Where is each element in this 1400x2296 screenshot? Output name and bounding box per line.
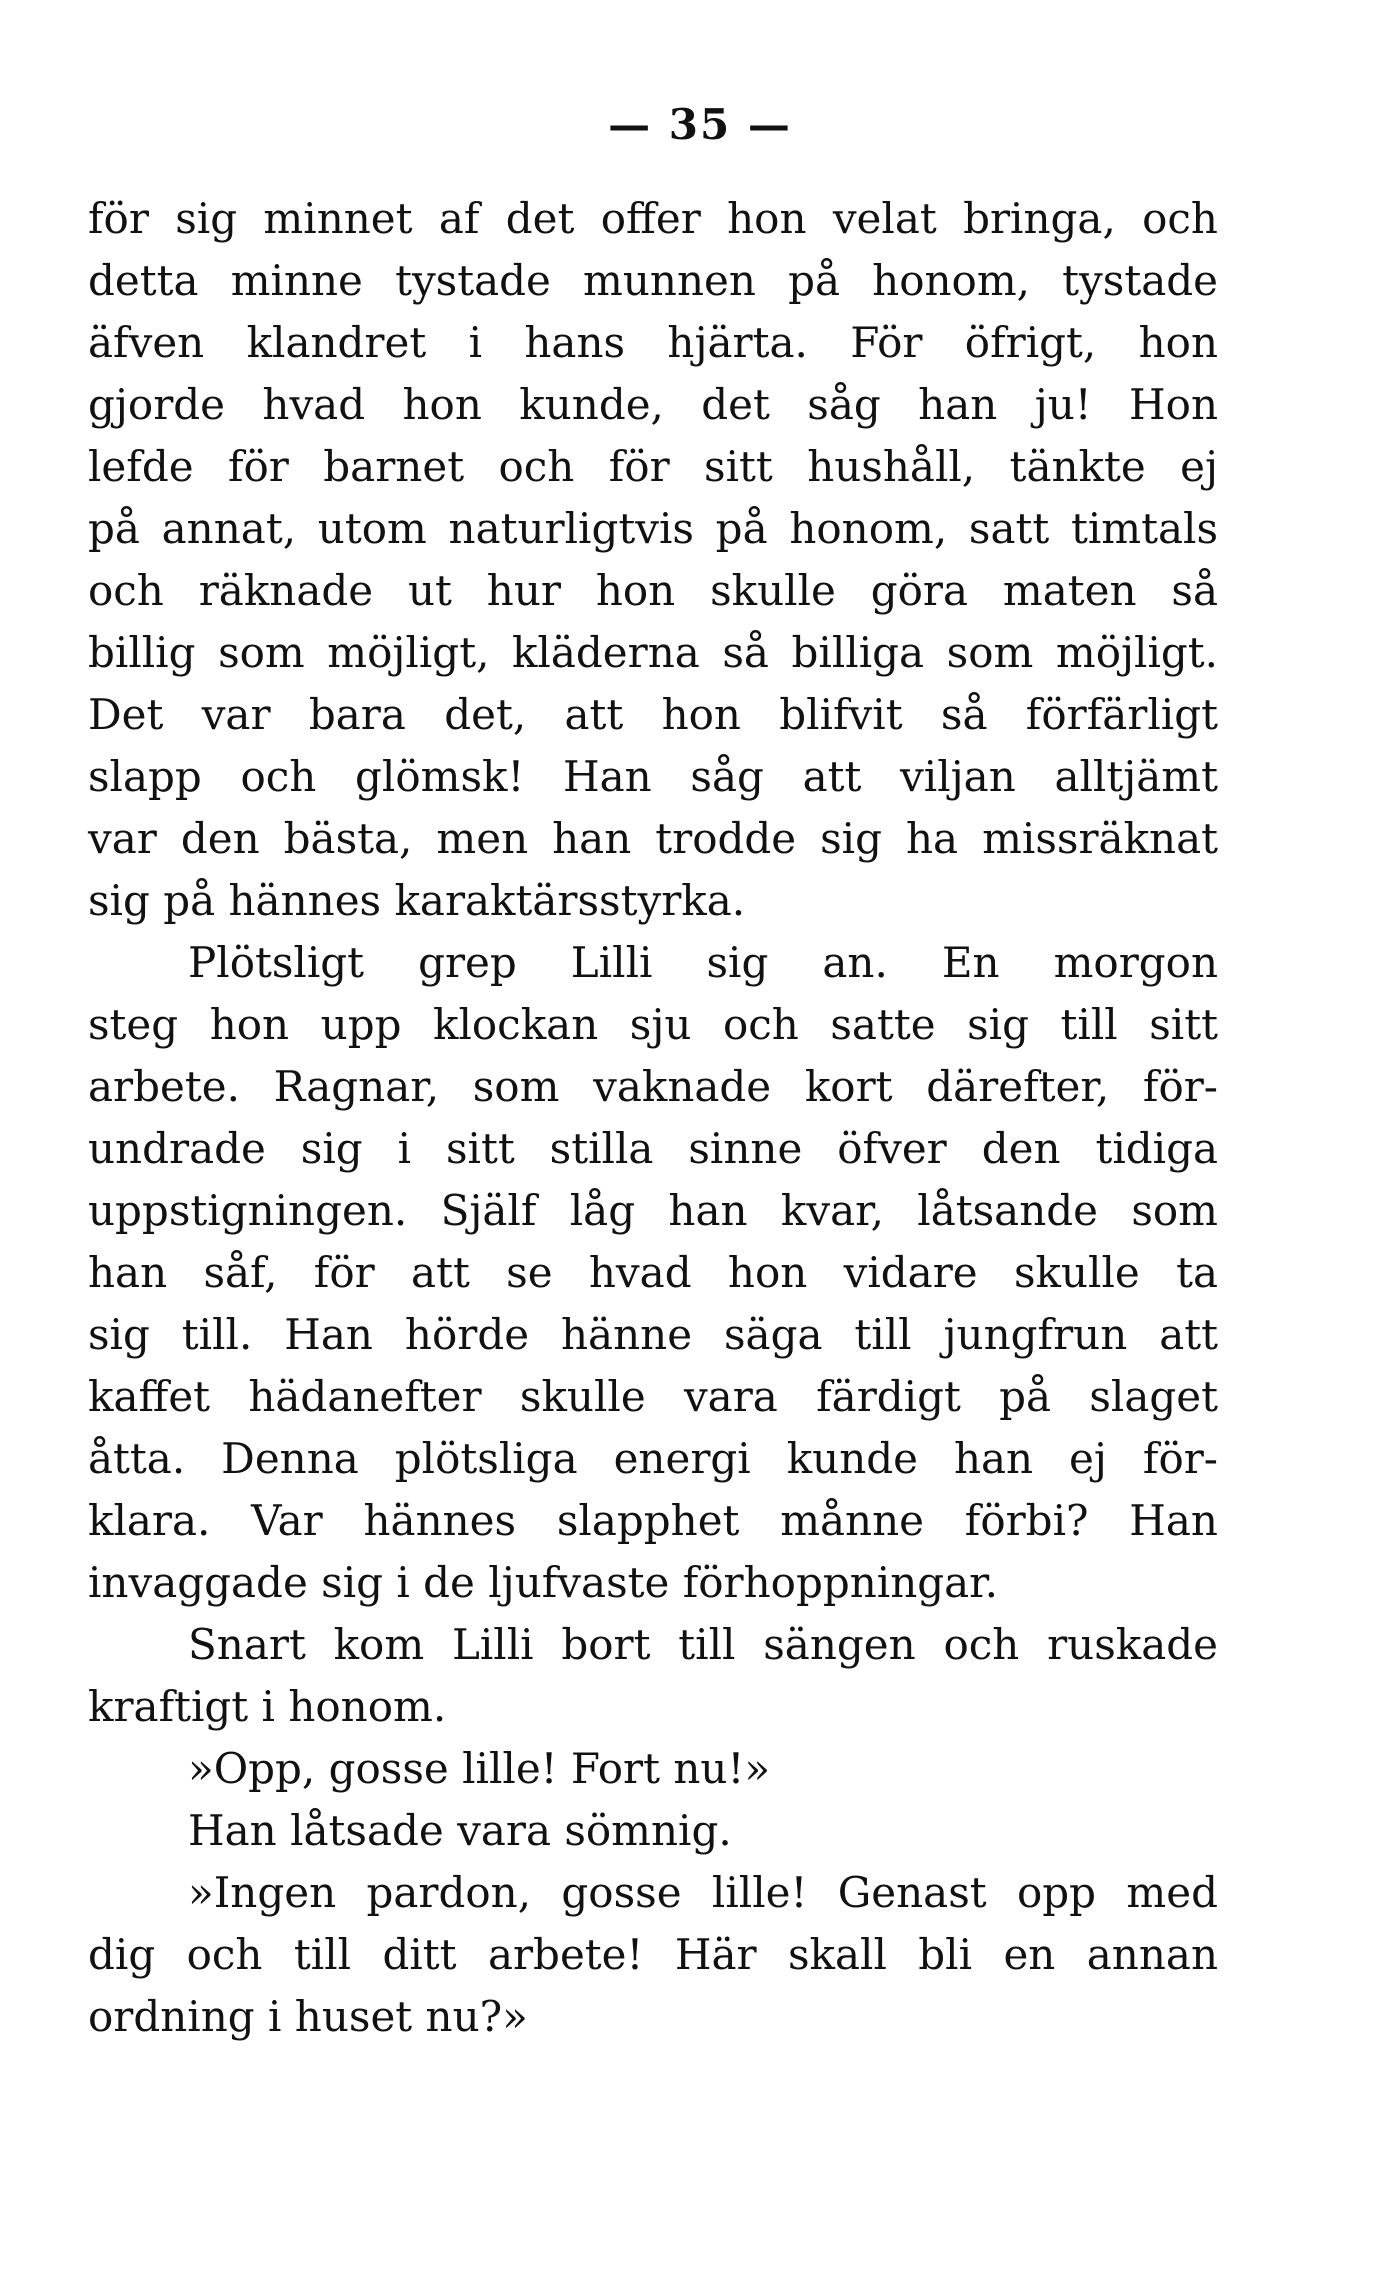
paragraph bbox=[88, 1738, 1218, 1800]
text-line: dig och till ditt arbete! Här skall bli en annan bbox=[88, 1930, 1218, 1979]
text-line: billig som möjligt, kläderna så billiga som möjligt. bbox=[88, 628, 1218, 677]
text-line: Plötsligt grep Lilli sig an. En morgon bbox=[188, 938, 1218, 987]
text-line: undrade sig i sitt stilla sinne öfver den tidiga bbox=[88, 1124, 1218, 1173]
paragraph bbox=[88, 188, 1218, 932]
text-line: klara. Var hännes slapphet månne förbi? Han bbox=[88, 1496, 1218, 1545]
text-line: åtta. Denna plötsliga energi kunde han ej för- bbox=[88, 1434, 1218, 1483]
body-text bbox=[88, 188, 1218, 2048]
text-line: kaffet hädanefter skulle vara färdigt på slaget bbox=[88, 1372, 1218, 1421]
text-line: detta minne tystade munnen på honom, tystade bbox=[88, 256, 1218, 305]
paragraph bbox=[88, 1614, 1218, 1738]
text-line: »Ingen pardon, gosse lille! Genast opp med bbox=[188, 1868, 1218, 1917]
paragraph bbox=[88, 932, 1218, 1614]
text-line: slapp och glömsk! Han såg att viljan alltjämt bbox=[88, 752, 1218, 801]
text-line: kraftigt i honom. bbox=[88, 1682, 447, 1731]
text-line: sig till. Han hörde hänne säga till jungfrun att bbox=[88, 1310, 1218, 1359]
text-line: gjorde hvad hon kunde, det såg han ju! Hon bbox=[88, 380, 1218, 429]
text-line: invaggade sig i de ljufvaste förhoppningar. bbox=[88, 1558, 998, 1607]
text-line: och räknade ut hur hon skulle göra maten så bbox=[88, 566, 1218, 615]
text-line: äfven klandret i hans hjärta. För öfrigt, hon bbox=[88, 318, 1218, 367]
text-line: Snart kom Lilli bort till sängen och ruskade bbox=[188, 1620, 1218, 1669]
page-number: — 35 — bbox=[608, 100, 792, 149]
text-line: var den bästa, men han trodde sig ha missräknat bbox=[88, 814, 1218, 863]
text-line: sig på hännes karaktärsstyrka. bbox=[88, 876, 746, 925]
text-line: Han låtsade vara sömnig. bbox=[188, 1806, 732, 1855]
paragraph bbox=[88, 1862, 1218, 2048]
text-line: lefde för barnet och för sitt hushåll, tänkte ej bbox=[88, 442, 1218, 491]
text-line: han såf, för att se hvad hon vidare skulle ta bbox=[88, 1248, 1218, 1297]
text-line: »Opp, gosse lille! Fort nu!» bbox=[188, 1744, 771, 1793]
text-line: steg hon upp klockan sju och satte sig till sitt bbox=[88, 1000, 1218, 1049]
text-line: arbete. Ragnar, som vaknade kort därefter, för- bbox=[88, 1062, 1218, 1111]
text-line: ordning i huset nu?» bbox=[88, 1992, 528, 2041]
paragraph bbox=[88, 1800, 1218, 1862]
text-line: för sig minnet af det offer hon velat bringa, och bbox=[88, 194, 1218, 243]
text-line: uppstigningen. Själf låg han kvar, låtsande som bbox=[88, 1186, 1218, 1235]
text-line: Det var bara det, att hon blifvit så förfärligt bbox=[88, 690, 1218, 739]
text-line: på annat, utom naturligtvis på honom, satt timtals bbox=[88, 504, 1218, 553]
